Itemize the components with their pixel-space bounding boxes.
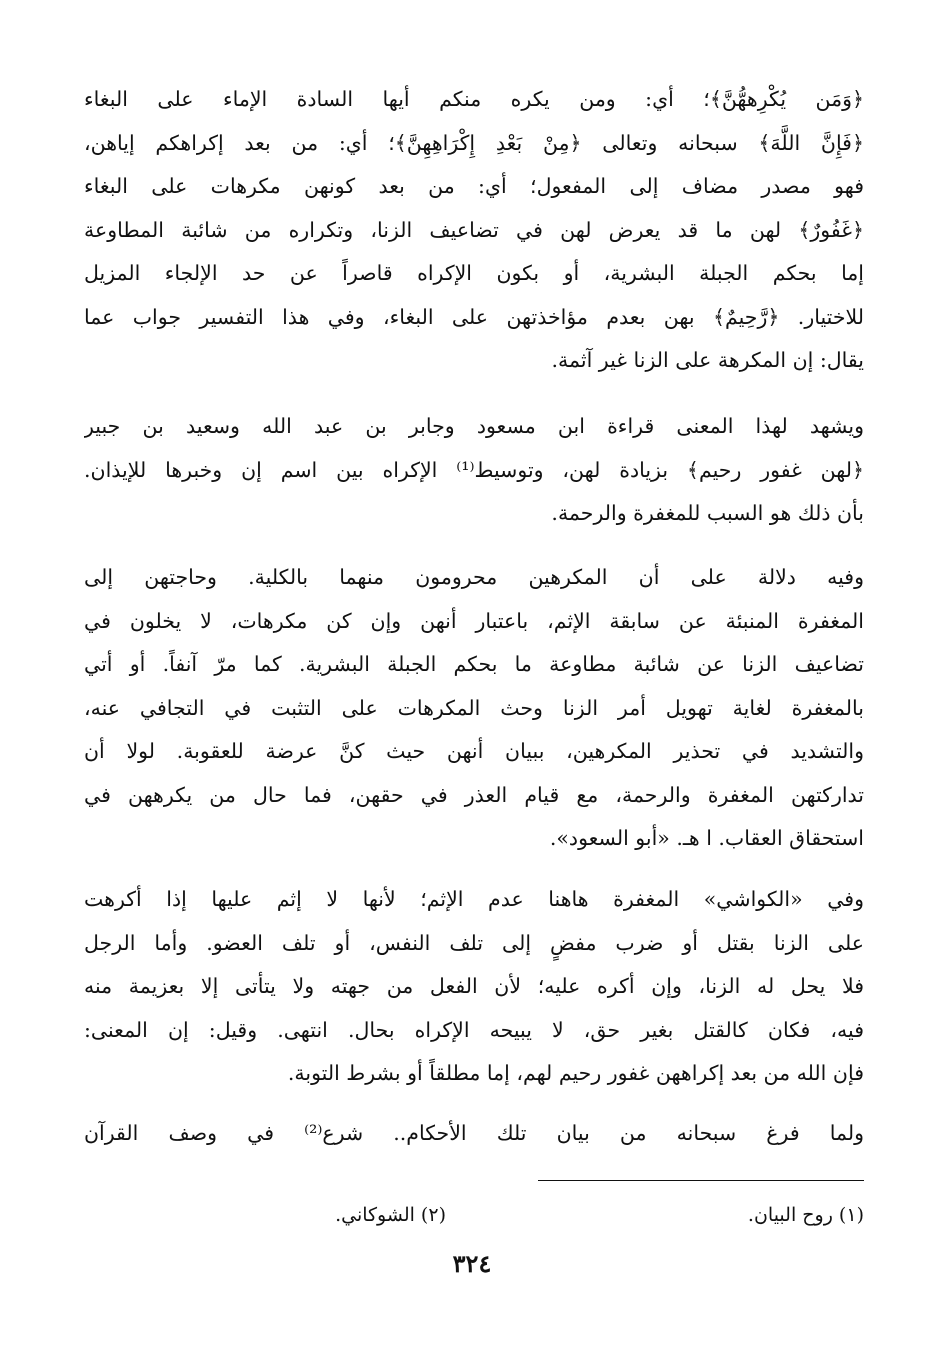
paragraph-4	[84, 878, 864, 1096]
page-number: ٣٢٤	[452, 1249, 492, 1278]
text-line: وفي «الكواشي» المغفرة هاهنا عدم الإثم؛ لأنها لا إثم عليها إذا أكرهت	[84, 887, 864, 911]
text-line: والتشديد في تحذير المكرهين، ببيان أنهن حيث كنَّ عرضة للعقوبة. لولا أن	[84, 739, 864, 763]
text-line: ﴿لهن غفور رحيم﴾ بزيادة لهن، وتوسيط⁽¹⁾ الإكراه بين اسم إن وخبرها للإيذان.	[84, 457, 864, 482]
text-line: يقال: إن المكرهة على الزنا غير آثمة.	[551, 348, 864, 372]
text-line: تضاعيف الزنا عن شائبة مطاوعة ما بحكم الجبلة البشرية. كما مرّ آنفاً. أو أتي	[84, 652, 864, 676]
text-line: ﴿غَفُورٌ﴾ لهن ما قد يعرض لهن في تضاعيف الزنا، وتكراره من شائبة المطاوعة	[84, 217, 864, 242]
text-line: بأن ذلك هو السبب للمغفرة والرحمة.	[551, 501, 864, 525]
paragraph-2	[84, 405, 864, 536]
text-line: ﴿فَإِنَّ اللَّهَ﴾ سبحانه وتعالى ﴿مِنْ بَعْدِ إِكْرَاهِهِنَّ﴾؛ أي: من بعد إكراهكم إياهن،	[84, 130, 864, 155]
text-line: وفيه دلالة على أن المكرهين محرومون منهما بالكلية. وحاجتهن إلى	[84, 565, 864, 589]
footnote-divider	[538, 1180, 864, 1181]
paragraph-1	[84, 78, 864, 383]
text-line: ﴿وَمَن يُكْرِههُّنَّ﴾؛ أي: ومن يكره منكم أيها السادة الإماء على البغاء	[84, 87, 864, 111]
paragraph-3	[84, 556, 864, 861]
text-line: للاختيار. ﴿رَّحِيمٌ﴾ بهن بعدم مؤاخذتهن على البغاء، وفي هذا التفسير جواب عما	[84, 304, 864, 329]
text-line: فلا يحل له الزنا، وإن أكره عليه؛ لأن الفعل من جهته ولا يتأتى إلا بعزيمة منه	[84, 974, 864, 998]
text-line: المغفرة المنبئة عن سابقة الإثم، باعتبار أنهن وإن كن مكرهات، لا يخلون في	[84, 608, 864, 633]
text-line: إما بحكم الجبلة البشرية، أو بكون الإكراه قاصراً عن حد الإلجاء المزيل	[84, 261, 864, 285]
text-line: فإن الله من بعد إكراههن غفور رحيم لهم، إما مطلقاً أو بشرط التوبة.	[287, 1061, 864, 1085]
footnote-2: (٢) الشوكاني.	[335, 1204, 446, 1226]
text-line: استحقاق العقاب. ا هـ. «أبو السعود».	[549, 826, 864, 850]
text-line: على الزنا بقتل أو ضرب مفضٍ إلى تلف النفس، أو تلف العضو. وأما الرجل	[84, 930, 864, 955]
paragraph-5	[84, 1112, 864, 1156]
text-line: ويشهد لهذا المعنى قراءة ابن مسعود وجابر بن عبد الله وسعيد بن جبير	[84, 414, 864, 438]
text-line: فيه، فكان كالقتل بغير حق، لا يبيحه الإكراه بحال. انتهى. وقيل: إن المعنى:	[84, 1017, 864, 1042]
footnotes	[84, 1198, 864, 1232]
text-line: بالمغفرة لغاية تهويل أمر الزنا وحث المكرهات على التثبت في التجافي عنه،	[84, 695, 864, 720]
text-line: ولما فرغ سبحانه من بيان تلك الأحكام.. شرع⁽²⁾ في وصف القرآن	[84, 1121, 864, 1145]
footnote-1: (١) روح البيان.	[747, 1204, 864, 1226]
text-line: تداركتهن المغفرة والرحمة، مع قيام العذر في حقهن، فما حال من يكرههن في	[84, 782, 864, 807]
text-line: فهو مصدر مضاف إلى المفعول؛ أي: من بعد كونهن مكرهات على البغاء	[84, 174, 864, 198]
